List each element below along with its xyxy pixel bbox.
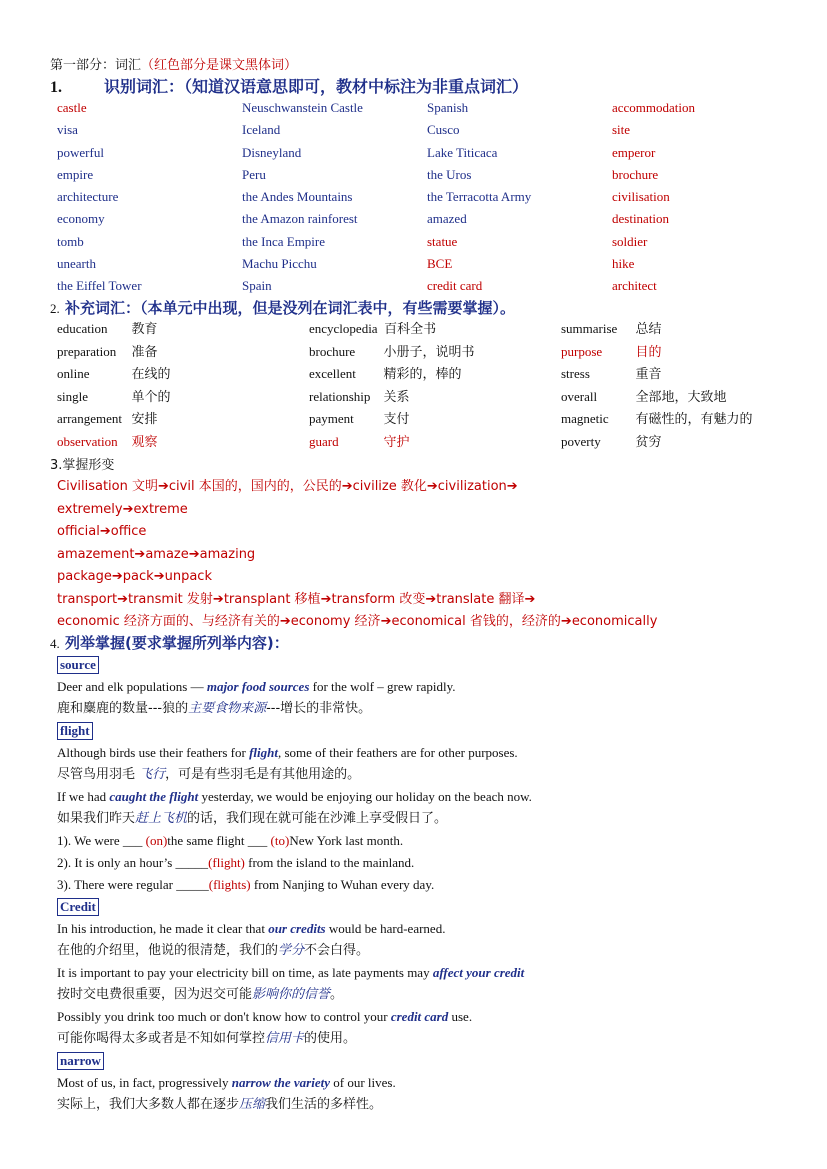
supplementary-meaning: 总结 <box>635 322 662 337</box>
supplementary-meaning: 关系 <box>383 389 410 405</box>
vocab-word: the Eiffel Tower <box>57 278 142 294</box>
supplementary-entry <box>57 408 309 431</box>
supplementary-word: encyclopedia <box>309 321 378 336</box>
vocab-word: Cusco <box>427 122 460 138</box>
supplementary-grid <box>57 318 817 453</box>
word-form: pack <box>122 569 154 584</box>
vocab-word: soldier <box>612 233 648 249</box>
word-form: economical 省钱的，经济的 <box>391 614 561 629</box>
vocab-word: Neuschwanstein Castle <box>242 100 363 115</box>
supplementary-row <box>57 386 817 409</box>
vocab-word: hike <box>612 256 635 272</box>
vocab-word: Lake Titicaca <box>427 144 498 160</box>
section2-heading <box>50 297 515 318</box>
vocab-word: castle <box>57 100 87 115</box>
section3-number: 3. <box>50 458 63 473</box>
arrow-right-icon: ➔ <box>380 614 392 629</box>
section1-title: 识别词汇：（知道汉语意思即可，教材中标注为非重点词汇） <box>104 77 529 96</box>
supplementary-row <box>57 318 817 341</box>
supplementary-word: summarise <box>561 321 618 336</box>
word-form-chain <box>57 610 657 633</box>
supplementary-word: stress <box>561 366 590 381</box>
vocab-word: architecture <box>57 189 119 205</box>
supplementary-entry <box>57 386 309 409</box>
supplementary-meaning: 观察 <box>131 434 158 450</box>
supplementary-word: online <box>57 366 90 381</box>
flight-exercise2: 2). It is only an hour’s _____(flight) from the island to the mainland. <box>57 855 415 870</box>
arrow-right-icon: ➔ <box>188 546 200 562</box>
arrow-right-icon: ➔ <box>111 569 123 584</box>
word-form: transmit 发射 <box>127 591 213 607</box>
section3-title: 掌握形变 <box>62 458 115 473</box>
vocab-row <box>57 208 797 230</box>
narrow-example-zh: 实际上，我们大多数人都在逐步压缩我们生活的多样性。 <box>57 1097 383 1112</box>
source-example-en: Deer and elk populations — major food sources for the wolf – grew rapidly. <box>57 679 456 694</box>
flight-exercise1: 1). We were ___ (on)the same flight ___ (to)New York last month. <box>57 833 404 848</box>
word-form: economy 经济 <box>290 614 381 629</box>
word-form: civil 本国的，国内的，公民的 <box>168 479 342 494</box>
vocab-word: the Andes Mountains <box>242 189 353 205</box>
word-form: unpack <box>164 569 212 584</box>
supplementary-meaning: 重音 <box>635 367 662 382</box>
word-form: extreme <box>133 501 188 517</box>
supplementary-word: observation <box>57 433 118 449</box>
vocab-word: credit card <box>427 278 483 294</box>
supplementary-word: magnetic <box>561 411 609 426</box>
supplementary-row <box>57 408 817 431</box>
supplementary-entry <box>309 318 561 341</box>
word-form: package <box>57 569 112 584</box>
supplementary-entry <box>57 318 309 341</box>
part-title-text: 第一部分：词汇 <box>50 57 142 72</box>
word-form: civilization <box>437 479 507 494</box>
arrow-right-icon: ➔ <box>153 569 165 584</box>
vocab-word: architect <box>612 278 657 294</box>
section1-heading <box>50 74 528 97</box>
section2-number: 2. <box>50 301 60 316</box>
word-form-chain <box>57 520 657 543</box>
arrow-right-icon: ➔ <box>320 591 332 607</box>
vocab-word: accommodation <box>612 100 696 115</box>
word-form-chain <box>57 565 657 588</box>
supplementary-meaning: 单个的 <box>131 389 171 405</box>
supplementary-word: arrangement <box>57 411 122 426</box>
vocab-row <box>57 119 797 141</box>
word-form-chain <box>57 588 657 611</box>
word-form: translate 翻译 <box>436 591 525 607</box>
supplementary-word: relationship <box>309 388 371 404</box>
source-example-zh: 鹿和麋鹿的数量---狼的主要食物来源---增长的非常快。 <box>57 701 372 716</box>
section4-heading <box>50 632 289 653</box>
vocab-word: the Inca Empire <box>242 233 326 249</box>
vocab-word: statue <box>427 233 458 249</box>
arrow-right-icon: ➔ <box>158 479 169 494</box>
supplementary-entry <box>309 431 561 454</box>
word-form-chain <box>57 543 657 566</box>
supplementary-word: purpose <box>561 343 603 359</box>
word-form: transplant 移植 <box>223 591 321 607</box>
keyword-narrow: narrow <box>57 1052 104 1070</box>
supplementary-entry <box>561 363 813 386</box>
vocab-word: Disneyland <box>242 144 302 160</box>
vocab-word: the Uros <box>427 166 472 182</box>
supplementary-entry <box>57 363 309 386</box>
word-form: economic 经济方面的、与经济有关的 <box>57 614 280 629</box>
word-form: official <box>57 524 100 539</box>
vocab-word: the Terracotta Army <box>427 189 532 205</box>
supplementary-word: payment <box>309 411 354 426</box>
vocab-row <box>57 164 797 186</box>
word-forms-list <box>57 475 657 633</box>
vocabulary-grid <box>57 97 797 298</box>
section1-number: 1. <box>50 79 62 96</box>
supplementary-meaning: 在线的 <box>131 367 171 382</box>
vocab-word: site <box>612 122 631 138</box>
supplementary-meaning: 支付 <box>383 412 410 427</box>
vocab-word: Spanish <box>427 100 469 115</box>
keyword-flight: flight <box>57 722 93 740</box>
supplementary-word: education <box>57 321 108 336</box>
arrow-right-icon: ➔ <box>426 479 438 494</box>
supplementary-word: excellent <box>309 366 356 381</box>
vocab-row <box>57 186 797 208</box>
part-title-note: （红色部分是课文黑体词） <box>141 57 298 72</box>
supplementary-meaning: 全部地，大致地 <box>635 389 727 405</box>
word-form: amazement <box>57 546 135 562</box>
arrow-right-icon: ➔ <box>99 524 111 539</box>
section4-number: 4. <box>50 636 60 651</box>
supplementary-row <box>57 431 817 454</box>
supplementary-entry <box>57 341 309 364</box>
word-form: Civilisation 文明 <box>57 479 158 494</box>
word-form: transform 改变 <box>331 591 426 607</box>
arrow-right-icon: ➔ <box>506 479 518 494</box>
supplementary-word: guard <box>309 433 339 449</box>
arrow-right-icon: ➔ <box>425 591 437 607</box>
vocab-word: the Amazon rainforest <box>242 211 358 227</box>
section4-title: 列举掌握(要求掌握所列举内容)： <box>64 634 289 652</box>
supplementary-word: poverty <box>561 433 601 449</box>
section2-title: 补充词汇：（本单元中出现，但是没列在词汇表中，有些需要掌握）。 <box>64 299 515 317</box>
supplementary-meaning: 小册子，说明书 <box>383 344 475 360</box>
vocab-row <box>57 253 797 275</box>
supplementary-meaning: 百科全书 <box>384 322 437 337</box>
supplementary-entry <box>561 431 813 454</box>
supplementary-entry <box>561 318 813 341</box>
vocab-row <box>57 97 797 119</box>
vocab-word: powerful <box>57 144 104 160</box>
arrow-right-icon: ➔ <box>279 614 291 629</box>
credit-example2-zh: 按时交电费很重要，因为迟交可能影响你的信誉。 <box>57 987 344 1002</box>
supplementary-word: overall <box>561 388 598 404</box>
section4-content <box>57 654 797 1116</box>
supplementary-entry <box>309 408 561 431</box>
credit-example1-zh: 在他的介绍里，他说的很清楚，我们的学分不会白得。 <box>57 943 370 958</box>
supplementary-meaning: 贫穷 <box>635 434 662 450</box>
arrow-right-icon: ➔ <box>122 501 134 517</box>
vocab-word: Machu Picchu <box>242 256 317 272</box>
word-form-chain <box>57 475 657 498</box>
word-form: amazing <box>199 546 256 562</box>
supplementary-entry <box>561 341 813 364</box>
supplementary-entry <box>561 386 813 409</box>
vocab-word: civilisation <box>612 189 670 205</box>
supplementary-meaning: 守护 <box>383 434 410 450</box>
word-form: extremely <box>57 501 123 517</box>
vocab-word: destination <box>612 211 670 227</box>
keyword-credit: Credit <box>57 898 99 916</box>
part-title <box>50 54 297 73</box>
vocab-word: visa <box>57 122 78 138</box>
word-form: transport <box>57 591 118 607</box>
arrow-right-icon: ➔ <box>560 614 572 629</box>
supplementary-meaning: 有磁性的，有魅力的 <box>635 412 753 427</box>
supplementary-meaning: 目的 <box>635 344 662 360</box>
supplementary-row <box>57 341 817 364</box>
arrow-right-icon: ➔ <box>212 591 224 607</box>
vocab-word: amazed <box>427 211 467 227</box>
flight-example1-zh: 尽管鸟用羽毛 飞行，可是有些羽毛是有其他用途的。 <box>57 767 361 782</box>
vocab-word: tomb <box>57 233 84 249</box>
word-form-chain <box>57 498 657 521</box>
arrow-right-icon: ➔ <box>341 479 353 494</box>
supplementary-row <box>57 363 817 386</box>
supplementary-meaning: 准备 <box>131 344 158 360</box>
keyword-source: source <box>57 656 99 674</box>
section3-heading <box>50 454 114 473</box>
flight-example2-zh: 如果我们昨天赶上飞机的话，我们现在就可能在沙滩上享受假日了。 <box>57 811 448 826</box>
credit-example3-en: Possibly you drink too much or don't know how to control your credit card use. <box>57 1009 473 1024</box>
vocab-row <box>57 231 797 253</box>
arrow-right-icon: ➔ <box>524 591 536 607</box>
flight-example1-en: Although birds use their feathers for flight, some of their feathers are for other purposes. <box>57 745 518 760</box>
vocab-word: brochure <box>612 166 659 182</box>
vocab-word: empire <box>57 166 94 182</box>
supplementary-entry <box>561 408 813 431</box>
supplementary-meaning: 教育 <box>131 322 158 337</box>
arrow-right-icon: ➔ <box>117 591 128 607</box>
supplementary-meaning: 安排 <box>131 412 158 427</box>
supplementary-word: single <box>57 388 89 404</box>
supplementary-entry <box>57 431 309 454</box>
supplementary-meaning: 精彩的，棒的 <box>383 367 462 382</box>
supplementary-word: brochure <box>309 343 356 359</box>
credit-example2-en: It is important to pay your electricity bill on time, as late payments may affect your credit <box>57 965 525 980</box>
narrow-example-en: Most of us, in fact, progressively narrow the variety of our lives. <box>57 1075 396 1090</box>
vocab-word: unearth <box>57 256 96 272</box>
word-form: amaze <box>145 546 189 562</box>
vocab-row <box>57 275 797 297</box>
word-form: economically <box>571 614 658 629</box>
flight-example2-en: If we had caught the flight yesterday, we would be enjoying our holiday on the beach now. <box>57 789 532 804</box>
vocab-word: emperor <box>612 144 656 160</box>
flight-exercise3: 3). There were regular _____(flights) from Nanjing to Wuhan every day. <box>57 877 435 892</box>
vocab-word: BCE <box>427 256 453 272</box>
credit-example1-en: In his introduction, he made it clear that our credits would be hard-earned. <box>57 921 446 936</box>
word-form: office <box>110 524 147 539</box>
vocab-word: Spain <box>242 278 272 294</box>
credit-example3-zh: 可能你喝得太多或者是不知如何掌控信用卡的使用。 <box>57 1031 357 1046</box>
supplementary-entry <box>309 386 561 409</box>
vocab-word: economy <box>57 211 105 227</box>
supplementary-word: preparation <box>57 343 117 359</box>
vocab-row <box>57 142 797 164</box>
vocab-word: Iceland <box>242 122 281 138</box>
supplementary-entry <box>309 363 561 386</box>
arrow-right-icon: ➔ <box>134 546 146 562</box>
vocab-word: Peru <box>242 166 266 182</box>
supplementary-entry <box>309 341 561 364</box>
word-form: civilize 教化 <box>352 479 427 494</box>
